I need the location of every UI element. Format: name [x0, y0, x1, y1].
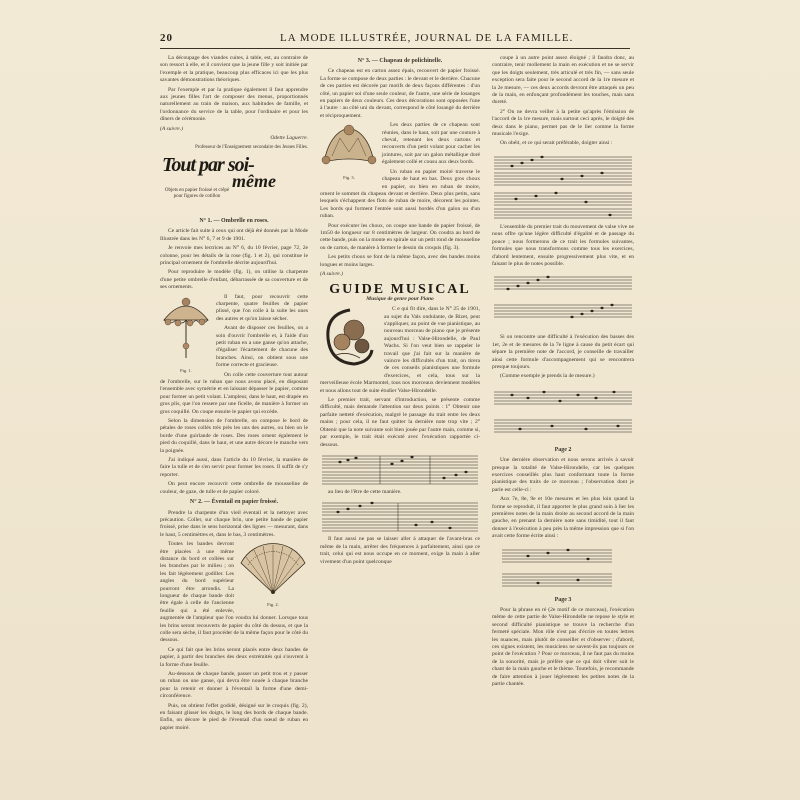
paragraph: La découpage des viandes cuites, à table, est, au contraire de son ressort à elle, et il convient que la jeune fille y soit initiée par l'exemple et la pratique, beaucoup plus efficaces ici que les plus savantes démonstrations théoriques. — [160, 55, 308, 84]
a-suivre: (A suivre.) — [320, 270, 343, 277]
section-2-title: N° 2. — Éventail en papier froissé. — [189, 499, 279, 506]
hat-illustration-icon — [320, 122, 378, 170]
paragraph: Ce qui fait que les brins seront placés entre deux bandes de papier, à partir des branches des deux extrémités qui s'ouvrent à la forme d'une feuille. — [160, 646, 308, 668]
paragraph: Le premier trait, servant d'introduction, se présente comme difficulté, mais demande l'attention sur deux points : 1° Obtenir une parfaite netteté d'exécution, malgré le passage du trait entre les deux mains ; pour cela, il ne faut quitter la dernière note trop vite ; 2° Obtenir que la note suivante soit bien jouée par l'autre main, comme si, par exemple, le trait était exécuté avec l'exécution rapportée ci-dessous. — [320, 397, 480, 448]
paragraph: L'ensemble du premier trait du mouvement de valse vive ne nous offre qu'une légère difficulté d'égalité et de passage du pouce ; nous formerons de ce trait les formules suivantes, formules que nous transformons comme tous les exercices, d'abord lentement, ensuite progressivement plus vite, et en faisant le plus de notes possible. — [492, 223, 634, 267]
paragraph: Les petits choux se font de la même façon, avec des bandes moins longues et moins larges. — [320, 254, 480, 268]
column-2 — [320, 55, 480, 568]
paragraph: On colle cette couverture tout autour de l'ombrelle, sur le ruban que nous avons placé, en disposant l'ensemble avec symétrie et en laissant dépasser le papier, comme pour former un petit volant. L'ampleur, dans le haut, est drapée en gros plis, que l'on ressere par une ficelle, de manière à former un gros coquillé. On coupe ensuite le papier qui excède. — [160, 371, 308, 415]
figure-caption: Fig. 2. — [267, 601, 279, 607]
music-example-4 — [492, 544, 634, 594]
section-1-title: N° 1. — Ombrelle en roses. — [199, 217, 269, 224]
paragraph: Selon la dimension de l'ombrelle, on compose le bord de pétales de roses collés très près les uns des autres, ou bien on le borde d'une guirlande de roses. Des roses ornent également le pied du coquillé, dans le haut, et une autre décore le manche vers la poignée. — [160, 418, 308, 454]
music-example-1 — [492, 151, 634, 221]
column-3 — [492, 55, 634, 691]
author-title: Professeur de l'Enseignement secondaire des Jeunes Filles. — [195, 145, 308, 151]
music-example-3 — [492, 384, 634, 444]
paragraph: On peut encore recouvrir cette ombrelle de mousseline de couleur, de gaze, de tulle et de papier coloré. — [160, 481, 308, 495]
heading-decorative-title-2: même — [232, 170, 276, 191]
a-suivre: (A suivre.) — [160, 125, 183, 132]
paragraph: Si on rencontre une difficulté à l'exécution des basses des 1er, 2e et 4e mesures de la 7e ligne à cause du petit écart qui sépare la première note de l'accord, je conseille de travailler ainsi cette formule d'accompagnement qui se rencontrera presque toujours. — [492, 334, 634, 370]
heading-subtitle: Objets en papier froissé et crêpé pour figures de cotillon — [164, 187, 230, 200]
paragraph: Pour reproduire le modèle (fig. 1), on utilise la charpente d'une petite ombrelle d'enfant, débarrassée de sa couverture et de ses ornements. — [160, 269, 308, 291]
music-staff-2 — [320, 499, 480, 533]
umbrella-figure — [160, 294, 212, 377]
column-1 — [160, 55, 308, 734]
paragraph: Aux 7e, 8e, 9e et 10e mesures et les plus loin quand la forme se reproduit, il faut apporter le plus grand soin à lier les premières notes de la main droite au second accord de la main gauche, en prenant la dernière note sans timidité, tout il faut donner à l'exécution à peu près la même impression que si l'on avait cette forme écrite ainsi : — [492, 496, 634, 540]
page-number: 20 — [160, 32, 173, 44]
paragraph: Un ruban en papier moiré traverse le chapeau de haut en bas. Deux gros choux en papier, ou bien en ruban de moire, ornent le sommet du chapeau devant et derrière. Deux plus petits, sans lesquels s'échappent des flots de ruban de moire, décorent les pointes. Les bords qui forment l'entrée sont aussi bordés d'un galon ou d'un ruban. — [320, 168, 480, 220]
journal-title: LA MODE ILLUSTRÉE, JOURNAL DE LA FAMILLE. — [280, 32, 574, 44]
paragraph: au lieu de l'être de cette manière. — [328, 488, 402, 495]
paragraph: Ce chapeau est en carton assez épais, recouvert de papier froissé. La forme se compose de deux parties : le devant et le derrière. Chacune de ces parties est décorée par motifs de deux façons différentes : d'un côté, un papier soi d'une seule couleur, de l'autre, une série de losanges en papiers de deux couleurs. Ces deux décorations sont opposées l'une à l'autre : au côté uni du devant, correspond le côté losangé du derrière et réciproquement. — [320, 68, 480, 119]
paragraph: On obéit, et ce qui serait préférable, doigter ainsi : — [500, 140, 613, 147]
guide-musical-title: GUIDE MUSICAL — [329, 282, 471, 298]
section-3-title: N° 3. — Chapeau de polichinelle. — [357, 58, 443, 64]
paragraph: Avant de disposer ces feuilles, on a soin d'ouvrir l'ombrelle et, à l'aide d'un petit ruban en a une ganse qu'on attache, d'égaliser l'écartement de chacune des branches. Ainsi, on obtient sous une forme correcte et gracieuse. — [216, 325, 308, 369]
paragraph: Une dernière observation et nous serons arrivés à savoir presque la totalité de Valse-Hirondelle, car les quelques exercices conseillés plus haut conformant toute la forme pianistique des traits de ce morceau ; l'observation dont je parle est celle-ci : — [492, 457, 634, 493]
paragraph: Ce article fait suite à ceux qui ont déjà été donnés par la Mode Illustrée dans les N° 6, 7 et 9 de 1901. — [160, 228, 308, 242]
paragraph: Je renvoie mes lectrices au N° 6, du 10 février, page 72, 2e colonne, pour les détails de la rose (fig. 1 et 2), qui constitue le principal ornement de l'ombrelle décrite aujourd'hui. — [160, 245, 308, 266]
heading-decorative-title: Tout par soi- — [162, 153, 254, 176]
paragraph: Puis, on obtient l'effet godidé, désigné sur le croquis (fig. 2), en faisant glisser les doigts, le long des bords de chaque bande. Enfin, on décore le pied de l'éventail d'un nœud de ruban en papier moiré. — [160, 702, 308, 731]
paragraph: C e qui fit dire, dans le N° 25 de 1901, au sujet du Vals ondulante, de Bizet, peut s'appliquer, au point de vue pianistique, au nouveau morceau de piano que je présente aujourd'hui : Valse-Hirondelle, de Paul Wachs. Si l'on veut bien se rappeler le travail que j'ai fait sur la manière de vaincre les difficultés d'un trait, on tirera de ces conseils pianistiques une formule d'exercices, et cela, tous sur la merveilleuse école Marmontel, tous nos morceaux deviennent modèles et nous allons tout de suite étudier Valse-Hirondelle. — [320, 306, 480, 394]
flower-ornament-icon — [320, 306, 380, 368]
figure-caption: Fig. 3. — [343, 174, 355, 180]
paragraph: Pour exécuter les choux, on coupe une bande de papier froissé, de 1m50 de longueur sur 8 centimètres de largeur. On coudra au bord de cette bande, puis on la monte en spirale sur un petit rond de mousseline ou de carton, de manière à former le dessin du croquis (fig. 3). — [320, 222, 480, 251]
paragraph: Au-dessous de chaque bande, passer un petit trou et y passer un ruban ou une ganse, qui devra être nouée à chaque branche pour la retenir et donner à l'éventail la forme d'une demi-circonférence. — [160, 671, 308, 700]
music-staff-1 — [320, 452, 480, 486]
umbrella-illustration-icon — [160, 294, 212, 364]
figure-caption: Fig. 1. — [180, 367, 192, 373]
paragraph: J'ai indiqué aussi, dans l'article du 10 février, la manière de faire la tulle et de s'en servir pour former les roses. Il suffit de s'y reporter. — [160, 457, 308, 478]
paragraph: (Comme exemple je prends la 4e mesure.) — [500, 373, 595, 380]
decorative-initial-figure — [320, 306, 380, 371]
page-2-label: Page 2 — [554, 446, 572, 453]
fan-figure — [238, 541, 308, 610]
tout-par-soi-meme-heading — [160, 153, 308, 214]
author-signature: Odette Laguerre. — [270, 135, 308, 142]
paragraph: Il faut aussi ne pas se laisser aller à attaquer de l'avant-bras ce même de la main, arrêter des fréquences à parfaitement, ainsi que ce trait, celui qui est nous occupe en ce moment, exige la main à aller vivement d'un point quelconque — [320, 536, 480, 565]
paragraph: Les deux parties de ce chapeau sont réunies, dans le haut, soit par une couture à cheval, retenant les deux cartons et recouverts d'un petit volant pour cacher les jointures, soit par un galon métallique doré également collé et cousu aux deux bords. — [382, 122, 480, 166]
paragraph: 2° On ne devra veiller à la petite qu'après l'émission de l'accord de la 1re mesure, mais surtout ceci après, le doigté des deux dans le piano, permet pas de le lier comme la forme musicale l'exige. — [492, 108, 634, 138]
music-example-2 — [492, 271, 634, 331]
guide-musical-subtitle: Musique de genre pour Piano — [366, 295, 434, 302]
paragraph: Pour la phrase en ré (2e motif de ce morceau), l'exécution même de cette partie de Valse-Hirondelle ne repose le style et second difficulté pianistique se trouve la recherche d'un fermeté spéciale. Mon rôle n'est pas d'écrire en toutes lettres les nuances, mais plutôt de conseiller et d'observer ; d'abord, ces signes existent, les musiciens ne savent-ils pas toujours ce point de l'exécution ? Pour ce morceau, il ne faut pas du moins de la sonorité, mais je préfère que ce qui doit vibrer soit le chant de la main gauche et le thème. Toutefois, je recommande de faire attention à jouer légèrement les petites notes de la partie chantée. — [492, 607, 634, 688]
fan-illustration-icon — [238, 541, 308, 597]
page-3-label: Page 3 — [554, 596, 572, 603]
paragraph: Toutes les bandes devront être placées à une même distance du bord et collées sur les branches par le milieu ; on les fait légèrement godiller. Les angles du bord supérieur pourront être arrondis. La longueur de chaque bande doit être égale à celle de l'ancienne feuille qui a été enlevée, augmentée de l'ampleur que l'on voudra lui donner. Lorsque tous les brins seront recouverts de papier du côté du dessus, et que la colle sera sèche, il faut procéder de la même façon pour le côté du dessous. — [160, 541, 308, 644]
header-rule — [160, 48, 630, 49]
hat-figure — [320, 122, 378, 183]
paragraph: Prendre la charpente d'un vieil éventail et la nettoyer avec précaution. Coller, sur chaque brin, une petite bande de papier froissé, prise dans le sens horizontal des lignes — mesurant, dans le haut, 5 centimètres et, dans le bas, 3 centimètres. — [160, 509, 308, 538]
paragraph: coupe à un autre point assez éloigné ; il faudra donc, au contraire, tenir mollement la main en exécution et ne se servir que les doigts seulement, très articulé et très fin, — sans seule exception sera faite pour le second accord de la 1re mesure et la 2e mesure, — ces deux accords devront être attaqués un peu de la main, en enfonçant profondément les touches, mais sans dureté. — [492, 55, 634, 106]
paragraph: Par l'exemple et par la pratique également il faut apprendre aux jeunes filles l'art de composer des menus, proportionnés naturellement au train de maison, aux habitudes de famille, et l'ordonnance du service de la table, pour l'ordinaire et pour les dîners de cérémonie. — [160, 86, 308, 123]
paragraph: Il faut, pour recouvrir cette charpente, quatre feuilles de papier plissé, que l'on colle à la suite les unes des autres et qu'on laisse sécher. — [216, 293, 308, 322]
